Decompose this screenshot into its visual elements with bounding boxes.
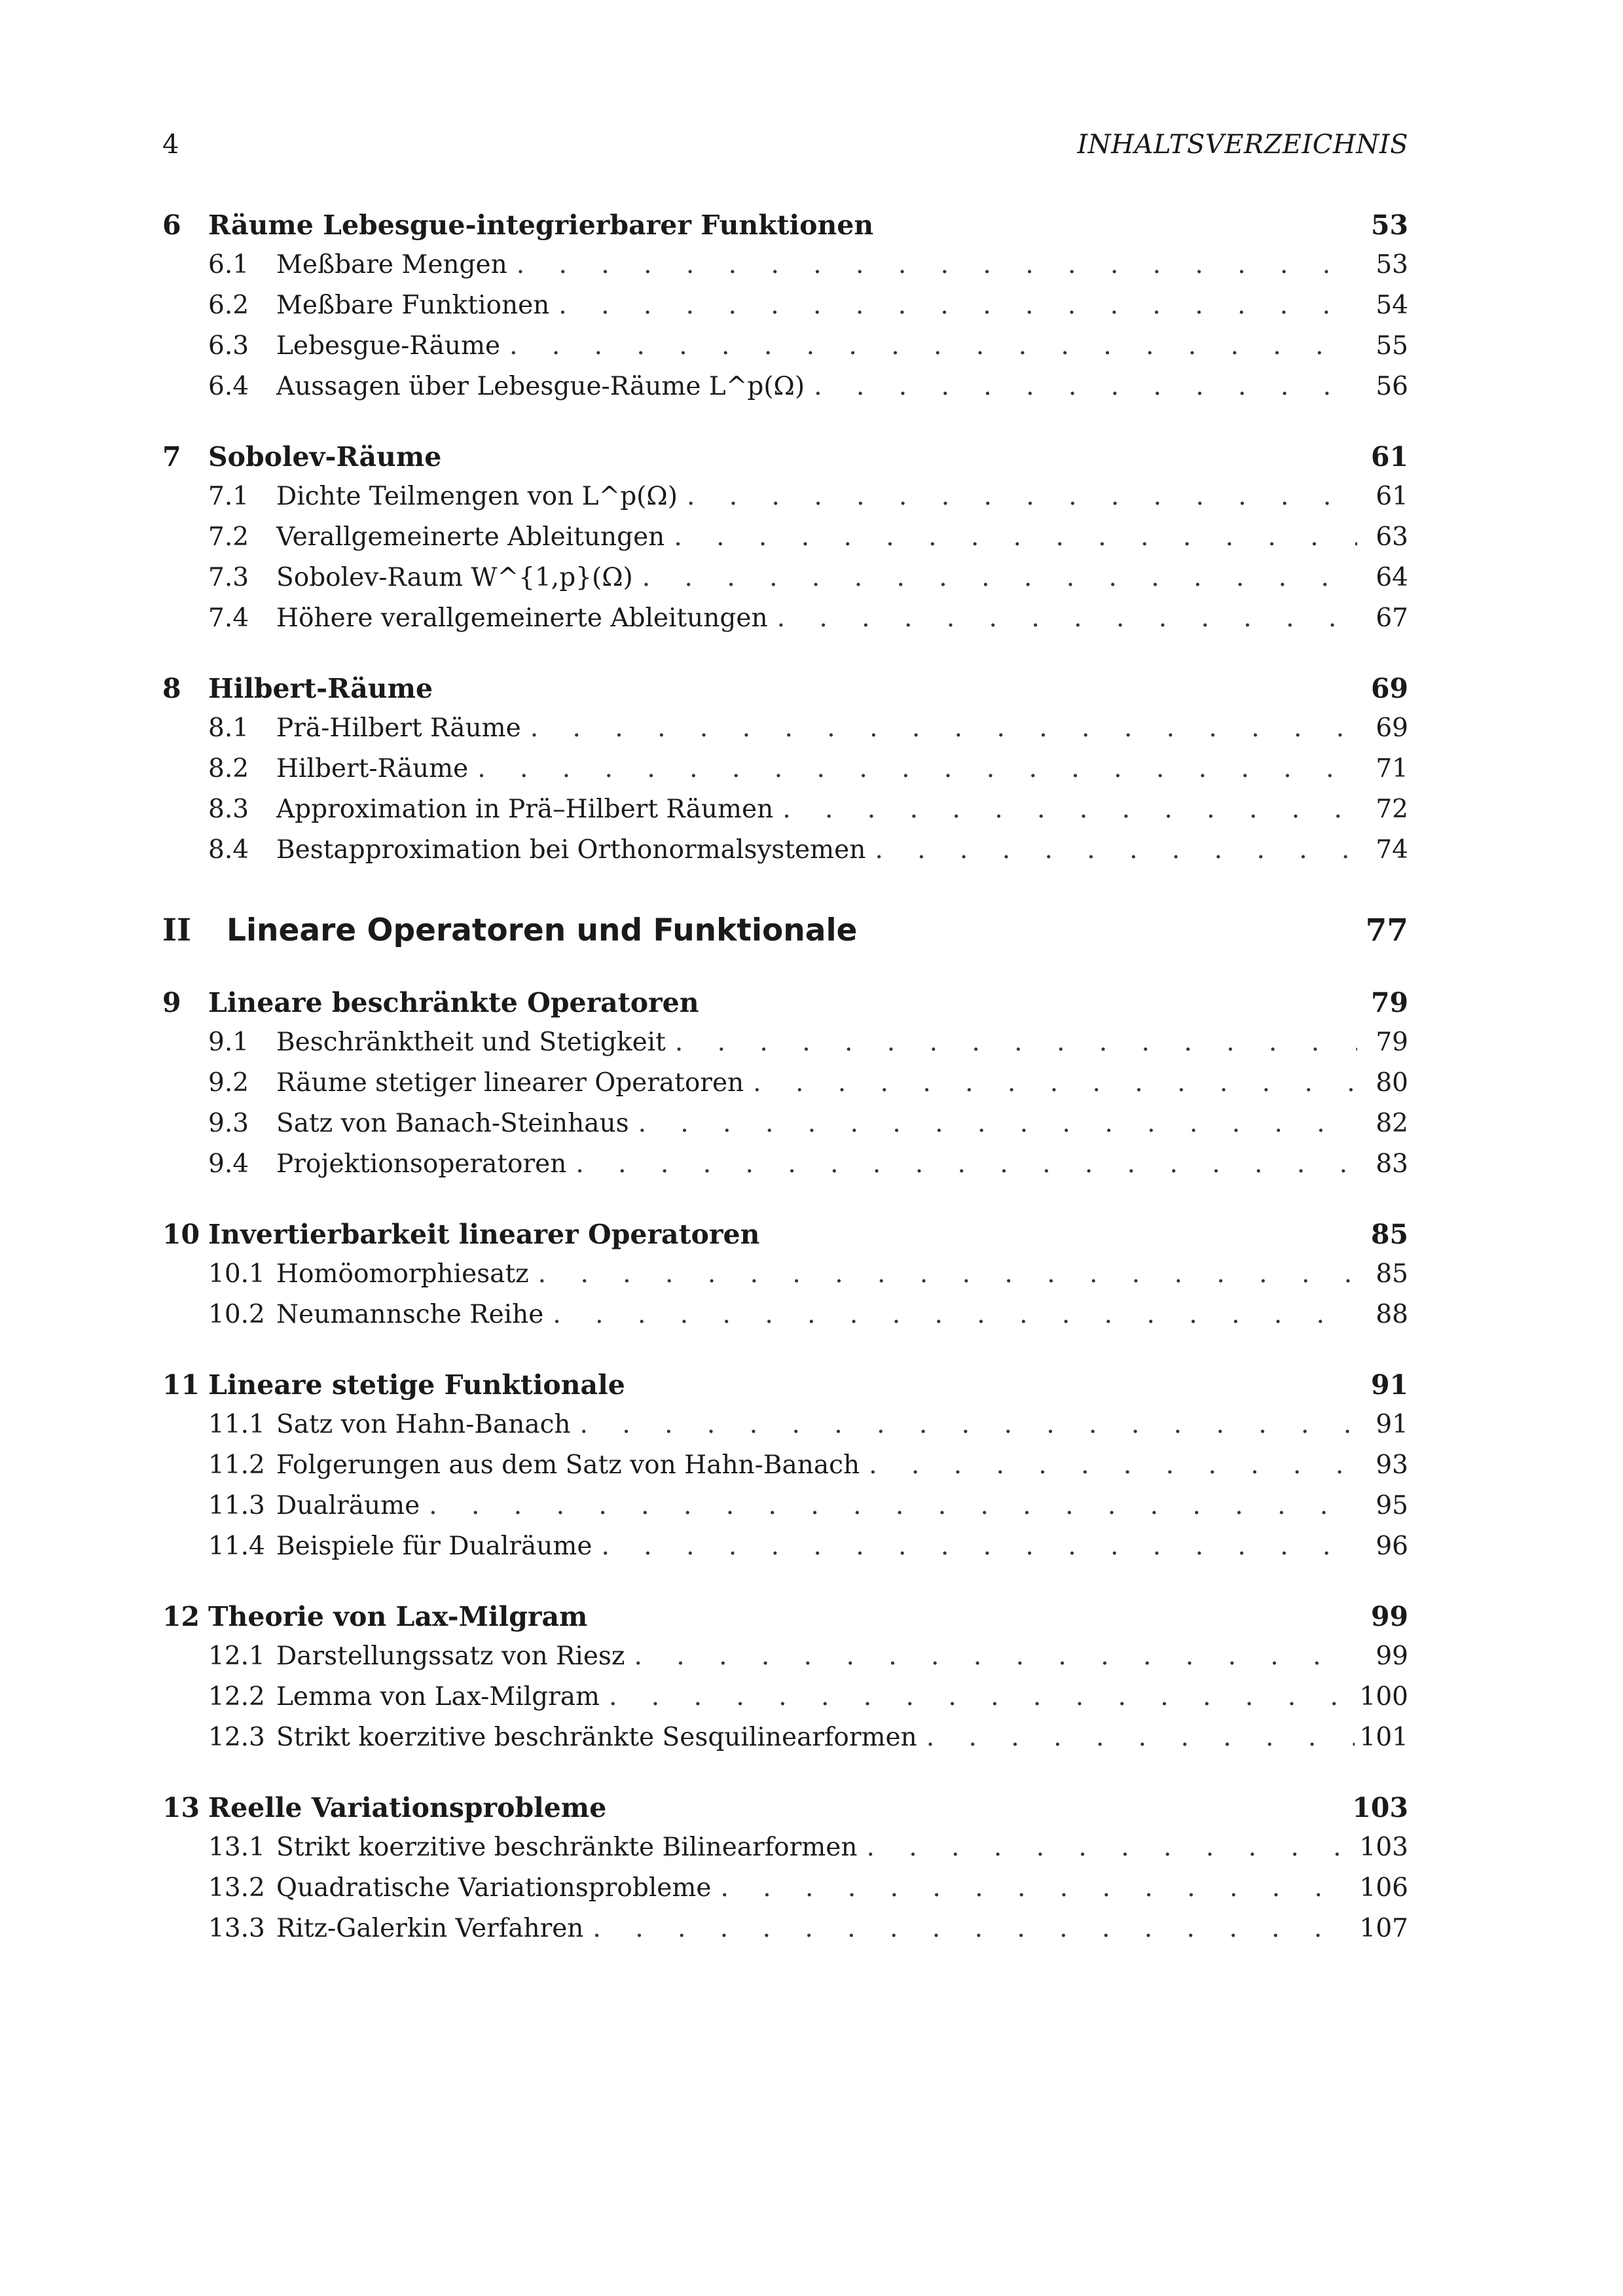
toc-entry[interactable] <box>162 563 1408 603</box>
chapter-page: 103 <box>1352 1792 1408 1823</box>
section-title: Strikt koerzitive beschränkte Sesquilinearformen <box>276 1723 917 1752</box>
section-page: 55 <box>1376 331 1408 361</box>
section-title: Verallgemeinerte Ableitungen <box>276 522 665 552</box>
section-page: 83 <box>1376 1149 1408 1179</box>
section-title: Aussagen über Lebesgue-Räume L^p(Ω) <box>276 372 805 401</box>
chapter-group-part-one <box>162 209 1408 876</box>
chapter-title: Theorie von Lax-Milgram <box>208 1601 588 1632</box>
section-page: 88 <box>1376 1300 1408 1329</box>
chapter-heading[interactable] <box>162 1369 1408 1410</box>
section-page: 96 <box>1376 1532 1408 1561</box>
section-title: Projektionsoperatoren <box>276 1149 567 1179</box>
section-title: Beispiele für Dualräume <box>276 1532 593 1561</box>
section-page: 72 <box>1376 795 1408 824</box>
section-title: Darstellungssatz von Riesz <box>276 1641 625 1671</box>
section-title: Beschränktheit und Stetigkeit <box>276 1028 666 1057</box>
chapter-heading[interactable] <box>162 1219 1408 1259</box>
section-title: Dichte Teilmengen von L^p(Ω) <box>276 482 678 511</box>
section-number: 9.4 <box>208 1149 249 1179</box>
section-page: 53 <box>1376 250 1408 279</box>
section-number: 10.1 <box>208 1259 265 1289</box>
toc-entry[interactable] <box>162 1450 1408 1491</box>
section-page: 63 <box>1376 522 1408 552</box>
section-page: 74 <box>1376 835 1408 865</box>
chapter <box>162 1601 1408 1763</box>
chapter-page: 99 <box>1370 1601 1408 1632</box>
section-number: 11.4 <box>208 1532 265 1561</box>
section-page: 100 <box>1359 1682 1408 1712</box>
toc-entry[interactable] <box>162 1682 1408 1723</box>
toc-entry[interactable] <box>162 1300 1408 1340</box>
dot-leader <box>687 482 1357 511</box>
dot-leader <box>642 563 1357 592</box>
section-page: 71 <box>1376 754 1408 783</box>
chapter-title: Reelle Variationsprobleme <box>208 1792 607 1823</box>
section-title: Satz von Banach-Steinhaus <box>276 1109 629 1138</box>
dot-leader <box>517 250 1357 279</box>
section-page: 69 <box>1376 713 1408 743</box>
section-number: 9.2 <box>208 1068 249 1098</box>
chapter <box>162 441 1408 644</box>
toc-entry[interactable] <box>162 835 1408 876</box>
section-number: 11.2 <box>208 1450 265 1480</box>
dot-leader <box>675 1028 1357 1057</box>
dot-leader <box>509 331 1357 361</box>
toc-entry[interactable] <box>162 250 1408 291</box>
section-title: Höhere verallgemeinerte Ableitungen <box>276 603 768 633</box>
chapter <box>162 209 1408 412</box>
section-title: Prä-Hilbert Räume <box>276 713 521 743</box>
section-number: 8.3 <box>208 795 249 824</box>
chapter-title: Räume Lebesgue-integrierbarer Funktionen <box>208 209 874 241</box>
section-title: Meßbare Funktionen <box>276 291 550 320</box>
section-number: 11.3 <box>208 1491 265 1520</box>
section-page: 64 <box>1376 563 1408 592</box>
section-number: 6.3 <box>208 331 249 361</box>
toc-entry[interactable] <box>162 482 1408 522</box>
section-number: 13.1 <box>208 1833 265 1862</box>
part-number: II <box>162 912 191 948</box>
toc-entry[interactable] <box>162 713 1408 754</box>
chapter-page: 79 <box>1370 987 1408 1018</box>
dot-leader <box>558 291 1357 320</box>
dot-leader <box>538 1259 1357 1289</box>
chapter-number: 10 <box>162 1219 200 1250</box>
toc-entry[interactable] <box>162 754 1408 795</box>
section-page: 61 <box>1376 482 1408 511</box>
chapter-page: 53 <box>1370 209 1408 241</box>
section-number: 12.2 <box>208 1682 265 1712</box>
section-number: 6.1 <box>208 250 249 279</box>
toc-entry[interactable] <box>162 522 1408 563</box>
dot-leader <box>814 372 1357 401</box>
section-page: 103 <box>1359 1833 1408 1862</box>
chapter-title: Lineare stetige Funktionale <box>208 1369 625 1401</box>
toc-entry[interactable] <box>162 291 1408 331</box>
dot-leader <box>866 1833 1354 1862</box>
section-page: 99 <box>1376 1641 1408 1671</box>
section-title: Strikt koerzitive beschränkte Bilinearformen <box>276 1833 858 1862</box>
toc-entry[interactable] <box>162 795 1408 835</box>
section-number: 10.2 <box>208 1300 265 1329</box>
dot-leader <box>601 1532 1357 1561</box>
chapter-title: Invertierbarkeit linearer Operatoren <box>208 1219 760 1250</box>
section-title: Satz von Hahn-Banach <box>276 1410 571 1439</box>
toc-entry[interactable] <box>162 1149 1408 1190</box>
dot-leader <box>753 1068 1357 1098</box>
section-title: Homöomorphiesatz <box>276 1259 529 1289</box>
toc-entry[interactable] <box>162 1410 1408 1450</box>
dot-leader <box>782 795 1357 824</box>
section-title: Quadratische Variationsprobleme <box>276 1873 712 1903</box>
dot-leader <box>634 1641 1357 1671</box>
chapter <box>162 673 1408 876</box>
section-number: 7.3 <box>208 563 249 592</box>
section-number: 7.2 <box>208 522 249 552</box>
chapter-title: Sobolev-Räume <box>208 441 442 473</box>
section-page: 80 <box>1376 1068 1408 1098</box>
section-page: 107 <box>1359 1914 1408 1943</box>
dot-leader <box>553 1300 1357 1329</box>
section-page: 85 <box>1376 1259 1408 1289</box>
section-page: 101 <box>1359 1723 1408 1752</box>
chapter-number: 11 <box>162 1369 200 1401</box>
chapter-group-part-two <box>162 987 1408 1954</box>
table-of-contents <box>162 209 1408 1983</box>
section-number: 6.2 <box>208 291 249 320</box>
section-page: 82 <box>1376 1109 1408 1138</box>
page-number: 4 <box>162 130 179 160</box>
section-title: Dualräume <box>276 1491 420 1520</box>
section-number: 6.4 <box>208 372 249 401</box>
dot-leader <box>777 603 1357 633</box>
toc-entry[interactable] <box>162 1028 1408 1068</box>
part-title: Lineare Operatoren und Funktionale <box>227 912 858 948</box>
chapter-page: 85 <box>1370 1219 1408 1250</box>
chapter-title: Lineare beschränkte Operatoren <box>208 987 699 1018</box>
part-heading[interactable] <box>162 912 1408 965</box>
dot-leader <box>638 1109 1357 1138</box>
chapter-page: 61 <box>1370 441 1408 473</box>
section-number: 12.3 <box>208 1723 265 1752</box>
dot-leader <box>580 1410 1357 1439</box>
toc-entry[interactable] <box>162 1068 1408 1109</box>
chapter-page: 91 <box>1370 1369 1408 1401</box>
dot-leader <box>575 1149 1357 1179</box>
toc-entry[interactable] <box>162 1109 1408 1149</box>
section-title: Räume stetiger linearer Operatoren <box>276 1068 744 1098</box>
part-page: 77 <box>1365 912 1408 948</box>
toc-entry[interactable] <box>162 1723 1408 1763</box>
chapter <box>162 1369 1408 1572</box>
running-title: INHALTSVERZEICHNIS <box>1077 130 1408 160</box>
section-title: Lemma von Lax-Milgram <box>276 1682 600 1712</box>
chapter-heading[interactable] <box>162 987 1408 1028</box>
dot-leader <box>674 522 1357 552</box>
section-title: Hilbert-Räume <box>276 754 469 783</box>
chapter-heading[interactable] <box>162 673 1408 713</box>
dot-leader <box>926 1723 1355 1752</box>
dot-leader <box>530 713 1357 743</box>
section-page: 54 <box>1376 291 1408 320</box>
section-title: Neumannsche Reihe <box>276 1300 544 1329</box>
toc-entry[interactable] <box>162 372 1408 412</box>
dot-leader <box>720 1873 1354 1903</box>
chapter-number: 12 <box>162 1601 200 1632</box>
section-title: Bestapproximation bei Orthonormalsystemen <box>276 835 866 865</box>
dot-leader <box>609 1682 1355 1712</box>
section-page: 79 <box>1376 1028 1408 1057</box>
section-number: 9.1 <box>208 1028 249 1057</box>
toc-entry[interactable] <box>162 603 1408 644</box>
chapter-number: 13 <box>162 1792 200 1823</box>
toc-entry[interactable] <box>162 1641 1408 1682</box>
chapter-number: 7 <box>162 441 181 473</box>
chapter-heading[interactable] <box>162 1601 1408 1641</box>
section-title: Ritz-Galerkin Verfahren <box>276 1914 584 1943</box>
dot-leader <box>429 1491 1357 1520</box>
toc-entry[interactable] <box>162 1532 1408 1572</box>
section-page: 56 <box>1376 372 1408 401</box>
section-title: Approximation in Prä–Hilbert Räumen <box>276 795 774 824</box>
toc-entry[interactable] <box>162 1259 1408 1300</box>
section-title: Folgerungen aus dem Satz von Hahn-Banach <box>276 1450 860 1480</box>
chapter-heading[interactable] <box>162 441 1408 482</box>
chapter-heading[interactable] <box>162 209 1408 250</box>
chapter-heading[interactable] <box>162 1792 1408 1833</box>
section-number: 8.4 <box>208 835 249 865</box>
section-number: 11.1 <box>208 1410 265 1439</box>
toc-entry[interactable] <box>162 1491 1408 1532</box>
chapter-number: 8 <box>162 673 181 704</box>
dot-leader <box>869 1450 1357 1480</box>
section-number: 8.2 <box>208 754 249 783</box>
chapter-number: 6 <box>162 209 181 241</box>
section-title: Lebesgue-Räume <box>276 331 501 361</box>
toc-entry[interactable] <box>162 1833 1408 1873</box>
section-title: Sobolev-Raum W^{1,p}(Ω) <box>276 563 633 592</box>
section-title: Meßbare Mengen <box>276 250 507 279</box>
chapter <box>162 1792 1408 1954</box>
dot-leader <box>593 1914 1354 1943</box>
section-number: 13.2 <box>208 1873 265 1903</box>
dot-leader <box>875 835 1357 865</box>
section-page: 91 <box>1376 1410 1408 1439</box>
section-number: 12.1 <box>208 1641 265 1671</box>
section-number: 7.4 <box>208 603 249 633</box>
section-page: 95 <box>1376 1491 1408 1520</box>
section-page: 93 <box>1376 1450 1408 1480</box>
toc-entry[interactable] <box>162 1914 1408 1954</box>
section-page: 106 <box>1359 1873 1408 1903</box>
chapter-page: 69 <box>1370 673 1408 704</box>
chapter <box>162 987 1408 1190</box>
dot-leader <box>477 754 1357 783</box>
page-header <box>162 130 1408 166</box>
section-number: 8.1 <box>208 713 249 743</box>
section-number: 13.3 <box>208 1914 265 1943</box>
chapter <box>162 1219 1408 1340</box>
section-number: 9.3 <box>208 1109 249 1138</box>
toc-entry[interactable] <box>162 331 1408 372</box>
chapter-number: 9 <box>162 987 181 1018</box>
toc-entry[interactable] <box>162 1873 1408 1914</box>
section-number: 7.1 <box>208 482 249 511</box>
chapter-title: Hilbert-Räume <box>208 673 433 704</box>
section-page: 67 <box>1376 603 1408 633</box>
